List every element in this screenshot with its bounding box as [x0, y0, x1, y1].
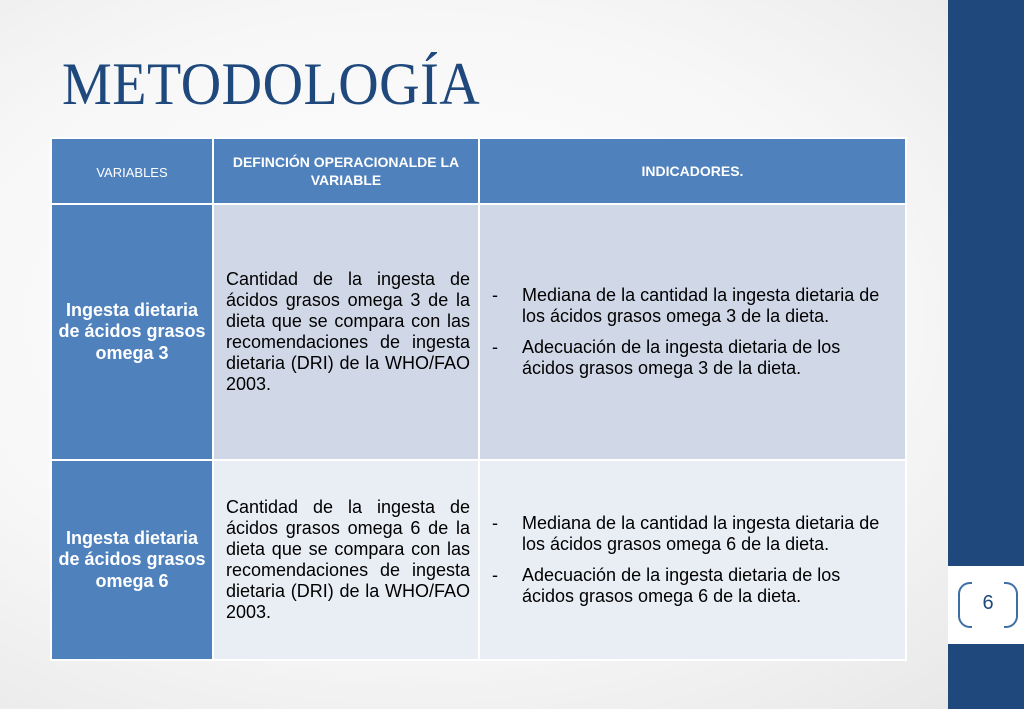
indicator-item — [486, 285, 891, 327]
indicator-item — [486, 337, 891, 379]
table-header-row — [51, 138, 906, 204]
definition-cell — [213, 460, 479, 660]
dash-bullet: - — [492, 284, 498, 305]
indicators-cell — [479, 204, 906, 460]
right-brace-decoration — [1004, 582, 1018, 628]
page-number: 6 — [982, 592, 994, 614]
dash-bullet: - — [492, 337, 498, 357]
definition-text: Cantidad de la ingesta de ácidos grasos omega 3 de la dieta que se compara con las recomendaciones de ingesta dietaria (DRI) de la WHO/FAO 2003. — [226, 268, 470, 395]
variable-cell: Ingesta dietaria de ácidos grasos omega 6 — [51, 460, 213, 660]
header-indicators: INDICADORES. — [479, 138, 906, 204]
definition-text: Cantidad de la ingesta de ácidos grasos omega 6 de la dieta que se compara con las recomendaciones de ingesta dietaria (DRI) de la WHO/FAO 2003. — [226, 496, 470, 623]
slide-title: METODOLOGÍA — [62, 50, 481, 118]
left-brace-decoration — [958, 582, 972, 628]
indicators-cell — [479, 460, 906, 660]
dash-bullet: - — [492, 565, 498, 585]
indicator-item — [486, 565, 891, 607]
methodology-table — [50, 137, 907, 661]
definition-cell — [213, 204, 479, 460]
table-row — [51, 204, 906, 460]
indicator-text: Mediana de la cantidad la ingesta dietaria de los ácidos grasos omega 6 de la dieta. — [522, 512, 880, 554]
indicator-item — [486, 513, 891, 555]
header-variables: VARIABLES — [51, 138, 213, 204]
indicator-text: Adecuación de la ingesta dietaria de los ácidos grasos omega 3 de la dieta. — [522, 337, 841, 379]
indicator-text: Mediana de la cantidad la ingesta dietaria de los ácidos grasos omega 3 de la dieta. — [522, 284, 880, 326]
table-row — [51, 460, 906, 660]
variable-cell: Ingesta dietaria de ácidos grasos omega 3 — [51, 204, 213, 460]
dash-bullet: - — [492, 512, 498, 533]
indicator-text: Adecuación de la ingesta dietaria de los ácidos grasos omega 6 de la dieta. — [522, 565, 841, 607]
header-definition: DEFINCIÓN OPERACIONALDE LA VARIABLE — [213, 138, 479, 204]
